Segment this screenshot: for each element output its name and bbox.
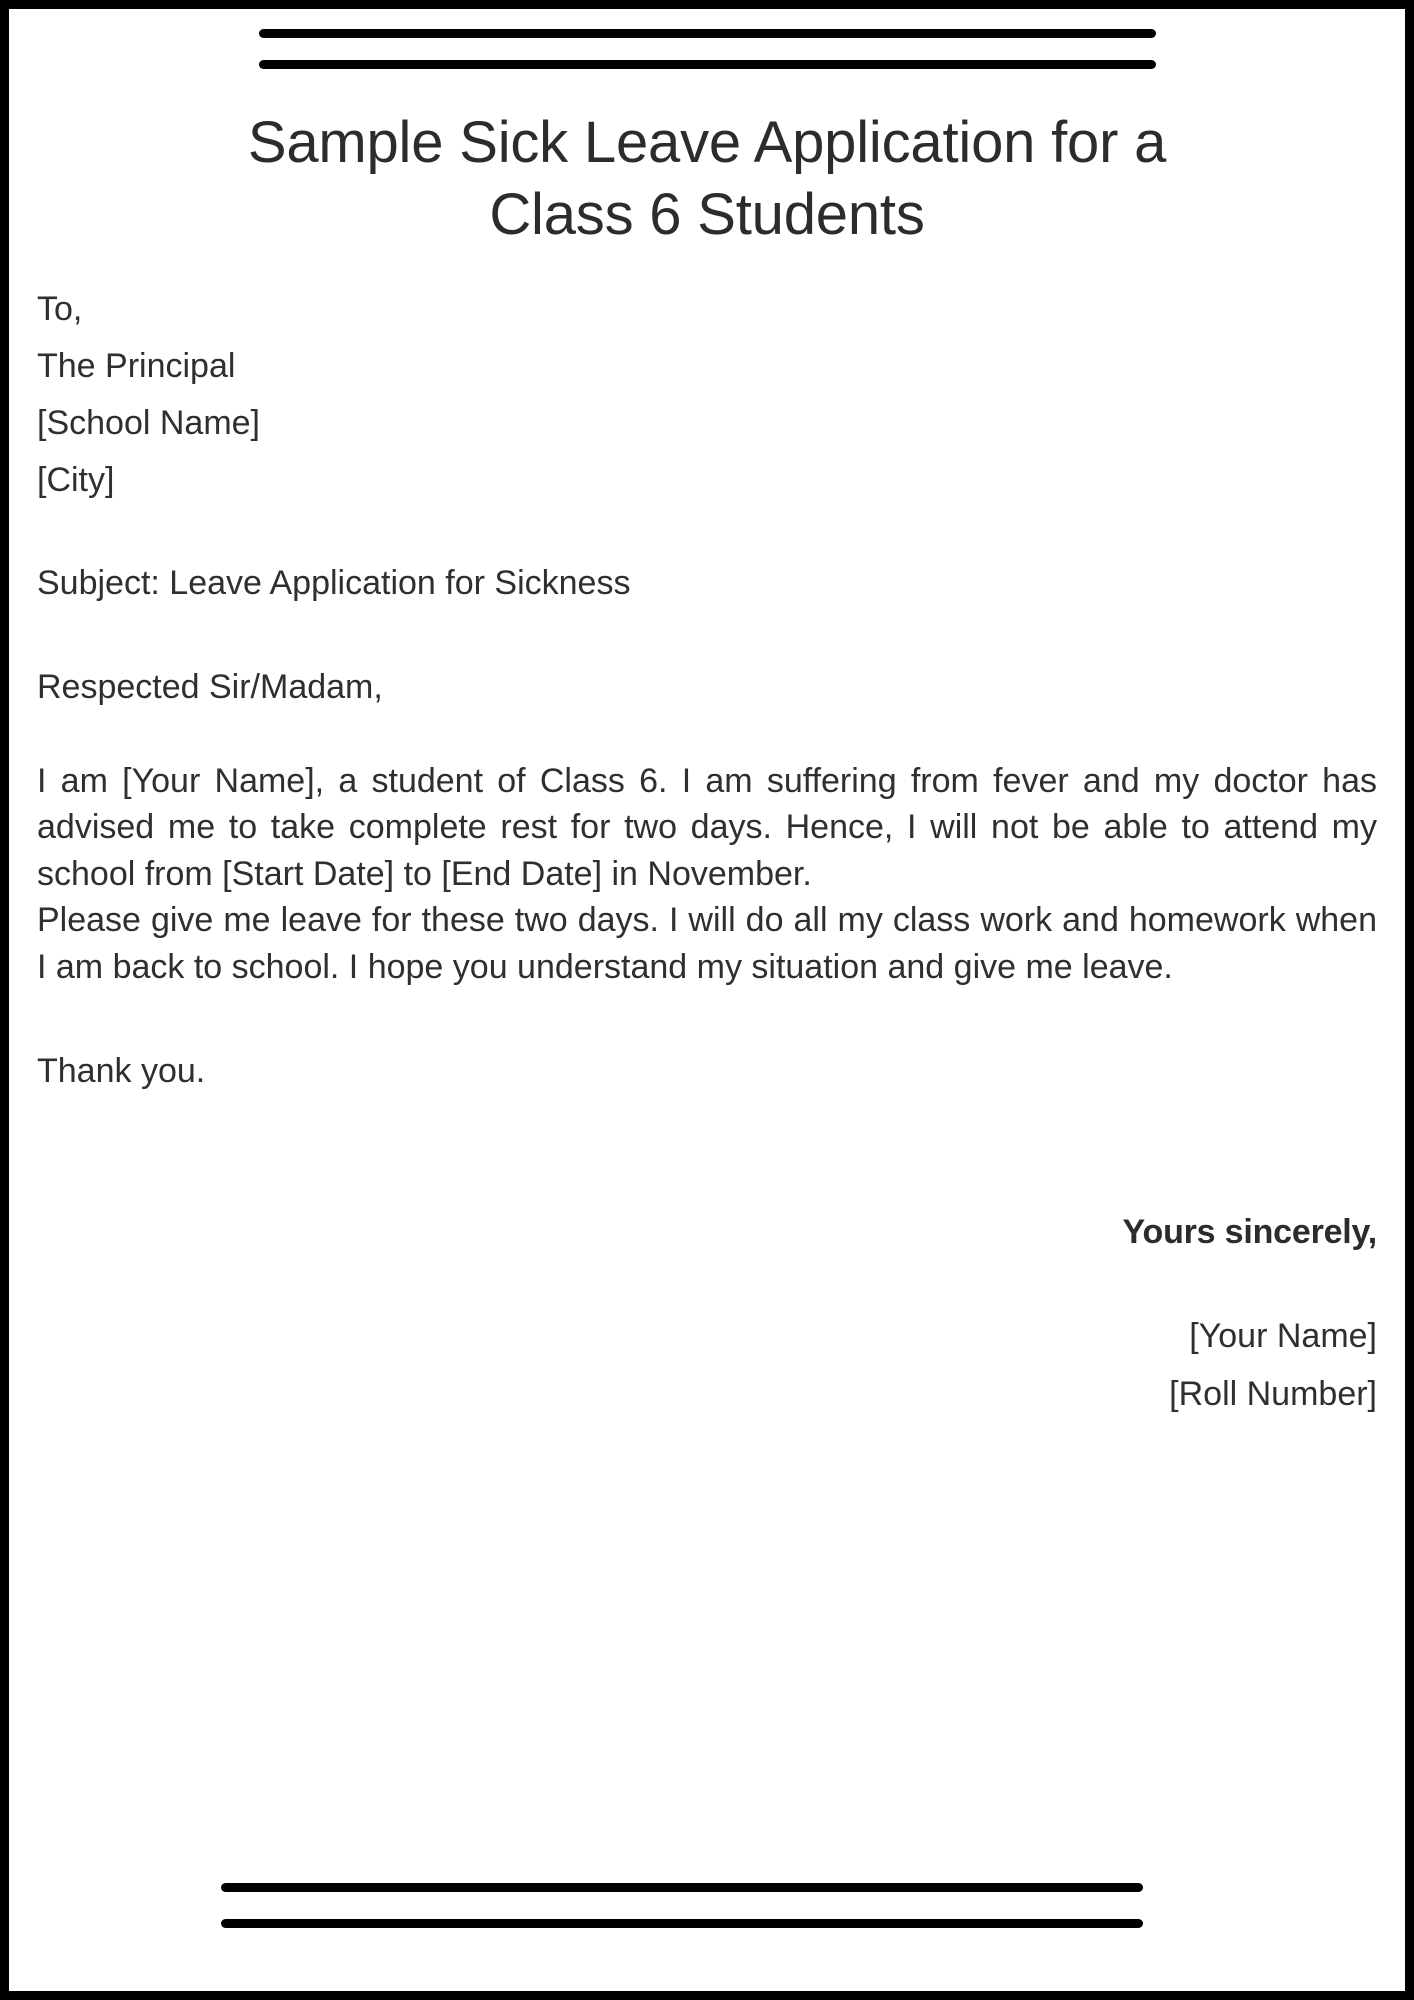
spacer-before-thanks	[37, 991, 1377, 1043]
signature-roll-number: [Roll Number]	[1169, 1375, 1377, 1414]
spacer-before-closing	[37, 1100, 1377, 1152]
salutation-line: Respected Sir/Madam,	[37, 667, 383, 706]
address-line-city: [City]	[37, 461, 115, 500]
subject-line: Subject: Leave Application for Sickness	[37, 564, 631, 603]
page-title	[9, 107, 1405, 251]
body-paragraph-1: I am [Your Name], a student of Class 6. I am suffering from fever and my doctor has advised me to take complete rest for two days. Hence, I will not be able to attend my school from [Start Date] to [End Date] in November.	[37, 761, 1377, 893]
letter-body	[37, 281, 1377, 1424]
spacer-after-salutation	[37, 716, 1377, 758]
closing-line: Yours sincerely,	[1122, 1212, 1377, 1251]
top-rule-group	[9, 29, 1405, 81]
thanks-line: Thank you.	[37, 1051, 206, 1090]
title-line-1: Sample Sick Leave Application for a	[247, 110, 1167, 175]
page-inner	[9, 9, 1405, 1991]
top-rule-2	[259, 60, 1156, 69]
bottom-rule-group	[9, 1883, 1405, 1935]
address-line-principal: The Principal	[37, 347, 236, 386]
title-line-2: Class 6 Students	[489, 181, 925, 247]
address-line-to: To,	[37, 290, 83, 328]
top-rule-1	[259, 29, 1156, 38]
spacer-after-subject	[37, 613, 1377, 659]
spacer-before-closing-2	[37, 1152, 1377, 1204]
spacer-before-signature	[37, 1261, 1377, 1307]
signature-name: [Your Name]	[1189, 1316, 1377, 1355]
bottom-rule-1	[221, 1883, 1143, 1892]
address-line-school: [School Name]	[37, 404, 260, 443]
body-paragraph-2: Please give me leave for these two days. I will do all my class work and homework when I am back to school. I hope you understand my situation and give me leave.	[37, 901, 1377, 986]
spacer-after-address	[37, 509, 1377, 555]
bottom-rule-2	[221, 1919, 1143, 1928]
